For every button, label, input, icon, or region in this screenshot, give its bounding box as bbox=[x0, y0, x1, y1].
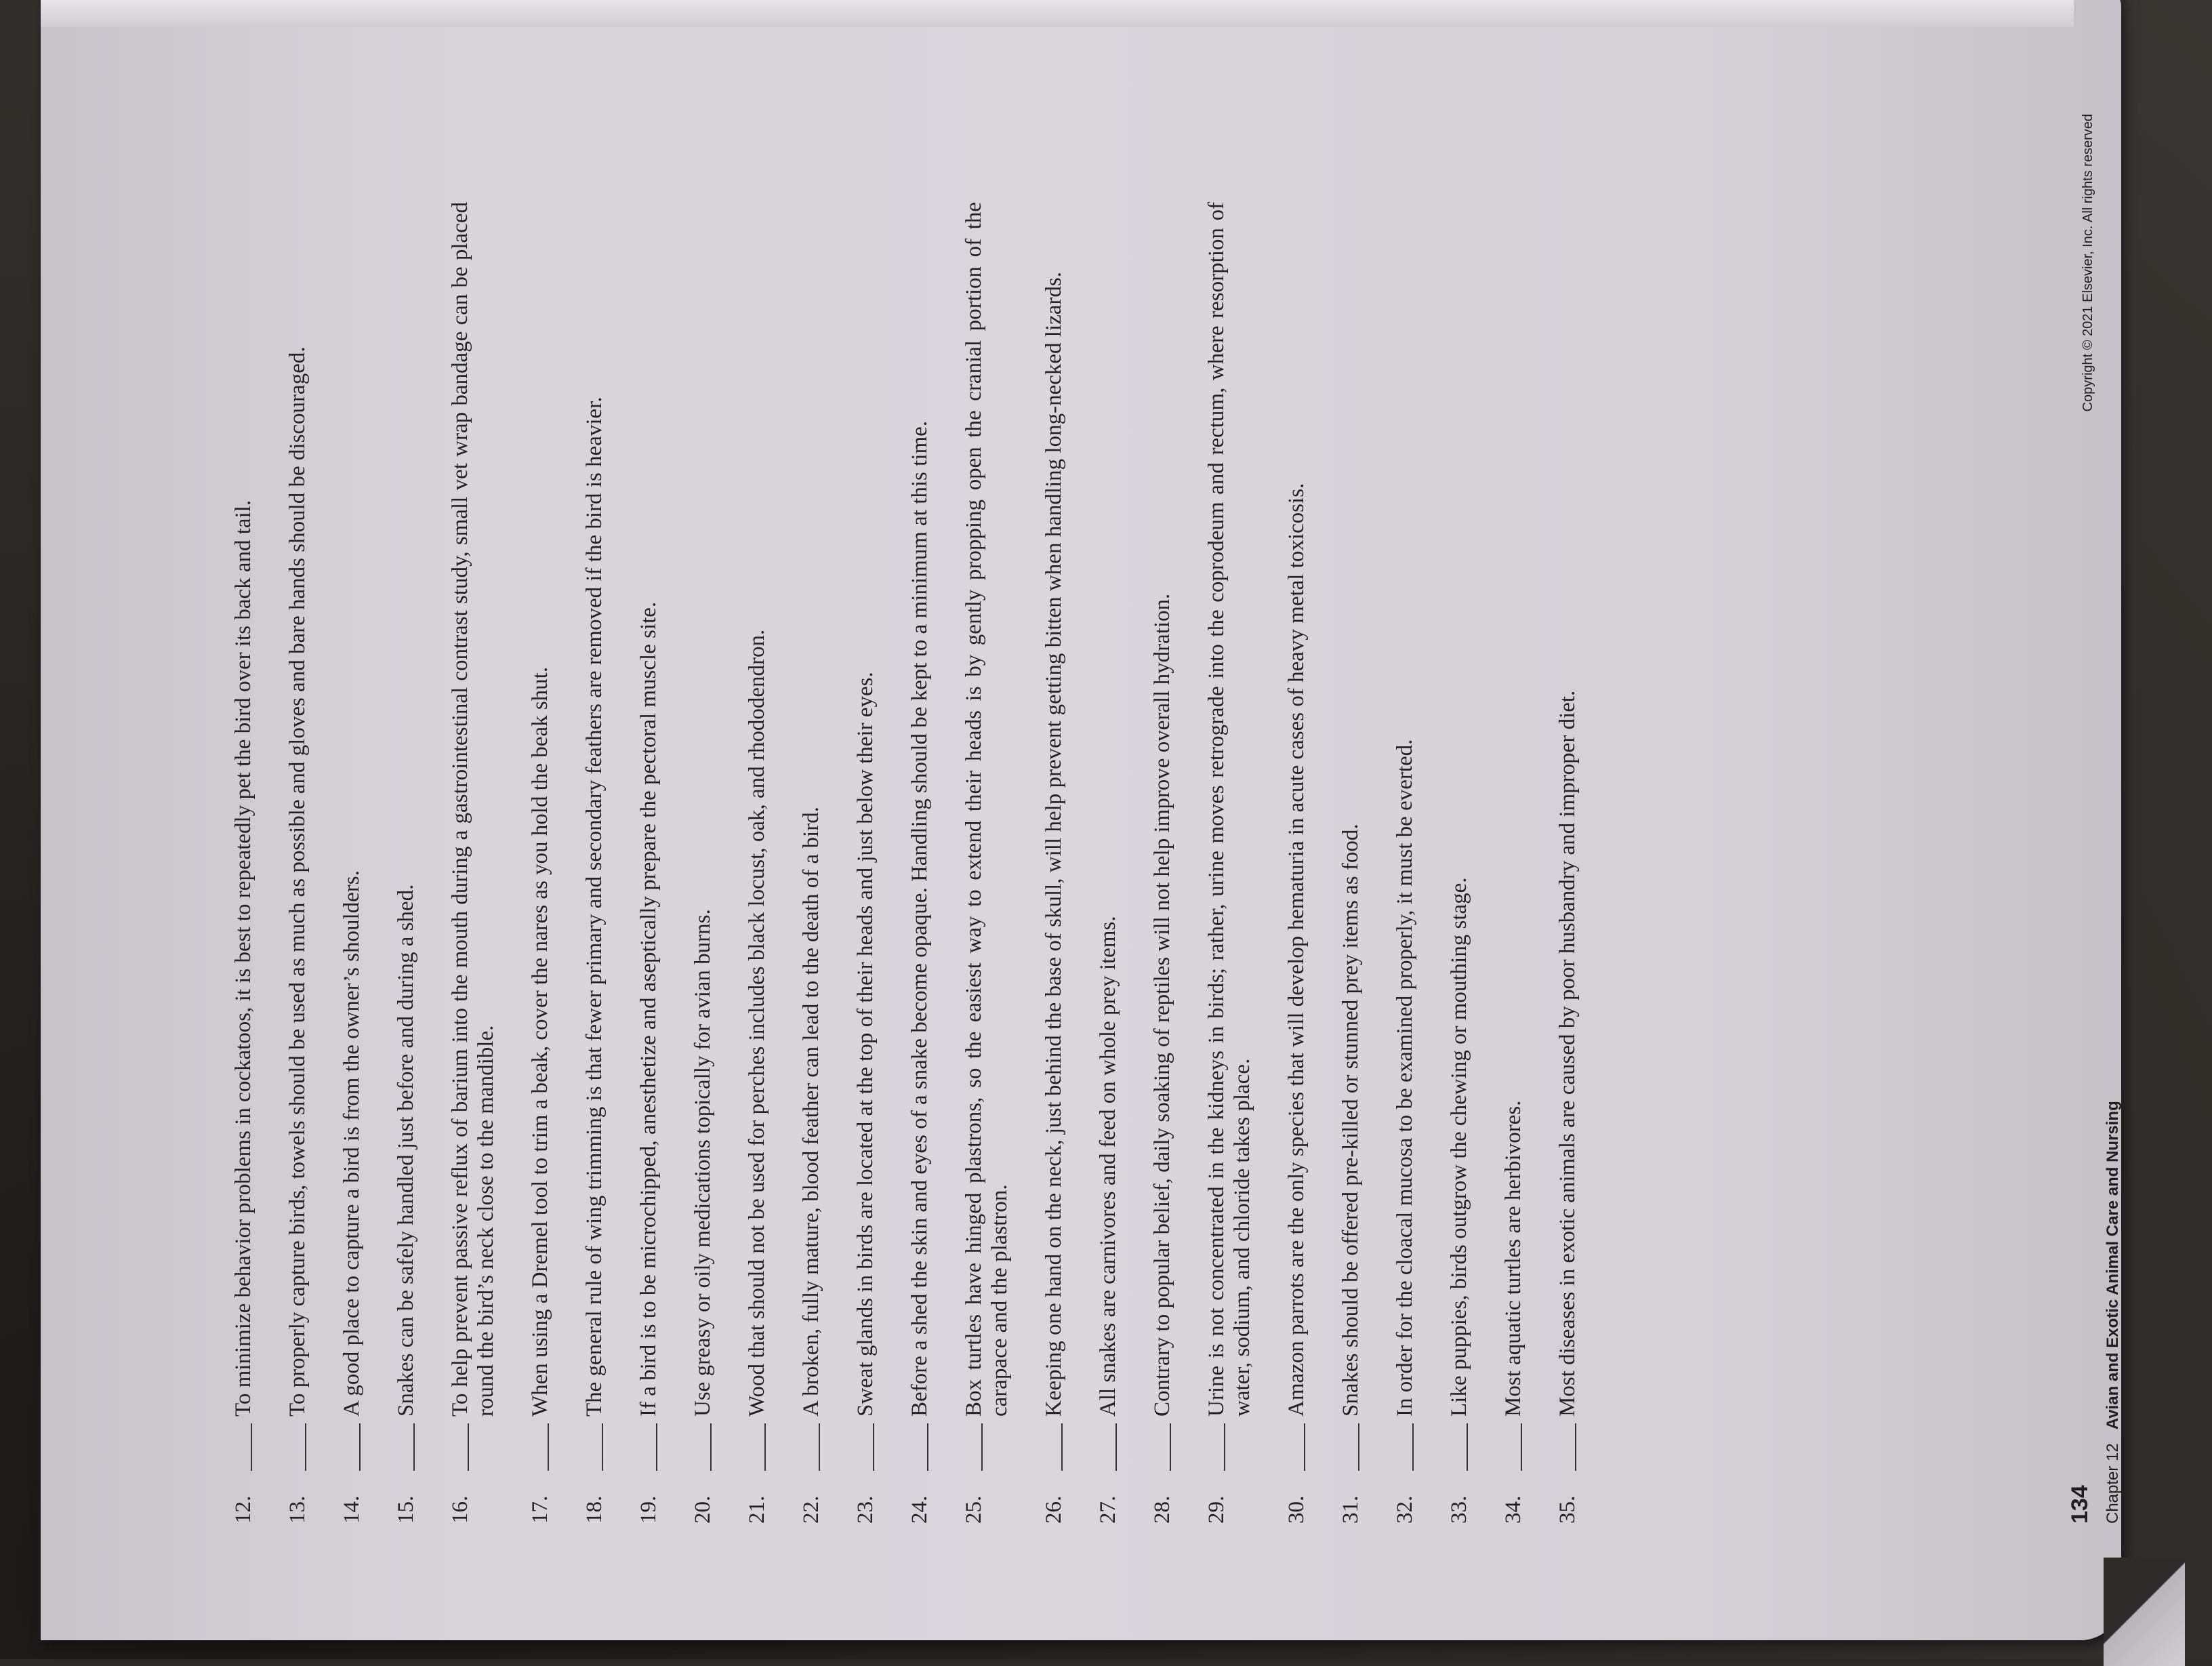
question-item bbox=[690, 202, 716, 1524]
answer-blank[interactable] bbox=[230, 1423, 252, 1471]
question-text: To help prevent passive reflux of barium into the mouth during a gastrointestinal contrast study, small vet wrap bandage can be placed round the bird’s neck close to the mandible. bbox=[448, 202, 498, 1417]
question-text: Contrary to popular belief, daily soaking of reptiles will not help improve overall hydration. bbox=[1150, 593, 1174, 1417]
question-item bbox=[1204, 202, 1255, 1524]
answer-blank[interactable] bbox=[1284, 1423, 1305, 1471]
question-text: Snakes should be offered pre-killed or stunned prey items as food. bbox=[1338, 824, 1363, 1417]
question-item bbox=[1041, 202, 1067, 1524]
question-number: 22. bbox=[799, 1495, 823, 1524]
question-number: 23. bbox=[853, 1495, 878, 1524]
question-number: 24. bbox=[907, 1495, 932, 1524]
question-text: Most diseases in exotic animals are caused by poor husbandry and improper diet. bbox=[1555, 690, 1580, 1417]
question-item bbox=[1338, 202, 1364, 1524]
answer-blank[interactable] bbox=[690, 1423, 712, 1471]
question-text: Amazon parrots are the only species that will develop hematuria in acute cases of heavy metal toxicosis. bbox=[1284, 483, 1309, 1417]
question-item bbox=[1284, 202, 1309, 1524]
answer-blank[interactable] bbox=[961, 1423, 983, 1471]
question-text: Urine is not concentrated in the kidneys in birds; rather, urine moves retrograde into the coprodeum and rectum, where resorption of water, sodium, and chloride takes place. bbox=[1204, 202, 1254, 1417]
question-number: 15. bbox=[394, 1495, 418, 1524]
question-item bbox=[285, 202, 310, 1524]
question-item bbox=[1392, 202, 1418, 1524]
question-item bbox=[853, 202, 878, 1524]
page-number: 134 bbox=[2067, 1485, 2093, 1524]
answer-blank[interactable] bbox=[1500, 1423, 1522, 1471]
page-footer bbox=[2067, 114, 2148, 1524]
question-number: 19. bbox=[636, 1495, 661, 1524]
question-list bbox=[230, 202, 1609, 1524]
question-text: In order for the cloacal mucosa to be examined properly, it must be everted. bbox=[1393, 739, 1417, 1417]
question-item bbox=[230, 202, 256, 1524]
question-text: Box turtles have hinged plastrons, so the easiest way to extend their heads is by gently propping open the cranial portion of the carapace and the plastron. bbox=[962, 202, 1012, 1417]
question-item bbox=[1555, 202, 1580, 1524]
question-item bbox=[798, 202, 824, 1524]
answer-blank[interactable] bbox=[1149, 1423, 1171, 1471]
question-item bbox=[907, 202, 933, 1524]
question-number: 31. bbox=[1338, 1495, 1363, 1524]
question-number: 13. bbox=[285, 1495, 310, 1524]
question-number: 16. bbox=[448, 1495, 472, 1524]
answer-blank[interactable] bbox=[1555, 1423, 1576, 1471]
question-item bbox=[447, 202, 499, 1524]
question-number: 27. bbox=[1096, 1495, 1120, 1524]
answer-blank[interactable] bbox=[1392, 1423, 1414, 1471]
question-number: 21. bbox=[745, 1495, 769, 1524]
question-text: If a bird is to be microchipped, anesthetize and aseptically prepare the pectoral muscle site. bbox=[636, 601, 661, 1417]
answer-blank[interactable] bbox=[1446, 1423, 1468, 1471]
question-number: 34. bbox=[1501, 1495, 1525, 1524]
question-number: 33. bbox=[1447, 1495, 1471, 1524]
question-item bbox=[744, 202, 770, 1524]
answer-blank[interactable] bbox=[798, 1423, 820, 1471]
question-item bbox=[1095, 202, 1121, 1524]
question-text: When using a Dremel tool to trim a beak, cover the nares as you hold the beak shut. bbox=[528, 666, 552, 1417]
question-text: To minimize behavior problems in cockatoos, it is best to repeatedly pet the bird over its back and tail. bbox=[231, 500, 255, 1417]
question-item bbox=[961, 202, 1012, 1524]
answer-blank[interactable] bbox=[1338, 1423, 1359, 1471]
answer-blank[interactable] bbox=[1204, 1423, 1225, 1471]
question-text: To properly capture birds, towels should be used as much as possible and gloves and bare hands should be discouraged. bbox=[285, 346, 310, 1417]
question-text: The general rule of wing trimming is that fewer primary and secondary feathers are removed if the bird is heavier. bbox=[582, 397, 607, 1417]
answer-blank[interactable] bbox=[393, 1423, 415, 1471]
answer-blank[interactable] bbox=[339, 1423, 361, 1471]
question-number: 12. bbox=[231, 1495, 255, 1524]
answer-blank[interactable] bbox=[1095, 1423, 1117, 1471]
question-item bbox=[1500, 202, 1526, 1524]
question-text: Keeping one hand on the neck, just behind the base of skull, will help prevent getting bitten when handling long-necked lizards. bbox=[1042, 272, 1066, 1417]
question-item bbox=[527, 202, 553, 1524]
answer-blank[interactable] bbox=[907, 1423, 928, 1471]
question-item bbox=[636, 202, 661, 1524]
question-text: Sweat glands in birds are located at the top of their heads and just below their eyes. bbox=[853, 672, 878, 1417]
question-text: Use greasy or oily medications topically for avian burns. bbox=[691, 909, 715, 1417]
question-text: Snakes can be safely handled just before and during a shed. bbox=[394, 884, 418, 1417]
question-number: 18. bbox=[582, 1495, 607, 1524]
question-item bbox=[339, 202, 365, 1524]
question-number: 35. bbox=[1555, 1495, 1580, 1524]
question-text: A broken, fully mature, blood feather can lead to the death of a bird. bbox=[799, 807, 823, 1417]
answer-blank[interactable] bbox=[853, 1423, 874, 1471]
question-item bbox=[1149, 202, 1175, 1524]
question-number: 30. bbox=[1284, 1495, 1309, 1524]
question-text: Wood that should not be used for perches includes black locust, oak, and rhododendron. bbox=[745, 629, 769, 1417]
answer-blank[interactable] bbox=[636, 1423, 657, 1471]
chapter-label: Chapter 12 bbox=[2104, 1443, 2122, 1524]
answer-blank[interactable] bbox=[1041, 1423, 1063, 1471]
question-text: Most aquatic turtles are herbivores. bbox=[1501, 1100, 1525, 1417]
answer-blank[interactable] bbox=[581, 1423, 603, 1471]
copyright-notice: Copyright © 2021 Elsevier, Inc. All rights reserved bbox=[2081, 114, 2095, 412]
question-number: 32. bbox=[1393, 1495, 1417, 1524]
question-number: 20. bbox=[691, 1495, 715, 1524]
chapter-title: Avian and Exotic Animal Care and Nursing bbox=[2104, 1101, 2122, 1430]
question-number: 14. bbox=[340, 1495, 364, 1524]
chapter-line bbox=[2104, 1101, 2123, 1524]
answer-blank[interactable] bbox=[527, 1423, 549, 1471]
answer-blank[interactable] bbox=[285, 1423, 306, 1471]
question-item bbox=[581, 202, 607, 1524]
question-number: 29. bbox=[1204, 1495, 1229, 1524]
question-item bbox=[1446, 202, 1472, 1524]
question-text: Before a shed the skin and eyes of a snake become opaque. Handling should be kept to a minimum at this time. bbox=[907, 420, 932, 1417]
question-number: 28. bbox=[1150, 1495, 1174, 1524]
question-number: 26. bbox=[1042, 1495, 1066, 1524]
page-corner-fold bbox=[2104, 1558, 2185, 1666]
question-text: All snakes are carnivores and feed on whole prey items. bbox=[1096, 916, 1120, 1417]
question-text: A good place to capture a bird is from the owner’s shoulders. bbox=[340, 870, 364, 1417]
question-text: Like puppies, birds outgrow the chewing or mouthing stage. bbox=[1447, 877, 1471, 1417]
question-number: 25. bbox=[962, 1495, 986, 1524]
question-number: 17. bbox=[528, 1495, 552, 1524]
answer-blank[interactable] bbox=[447, 1423, 469, 1471]
answer-blank[interactable] bbox=[744, 1423, 766, 1471]
question-item bbox=[393, 202, 419, 1524]
